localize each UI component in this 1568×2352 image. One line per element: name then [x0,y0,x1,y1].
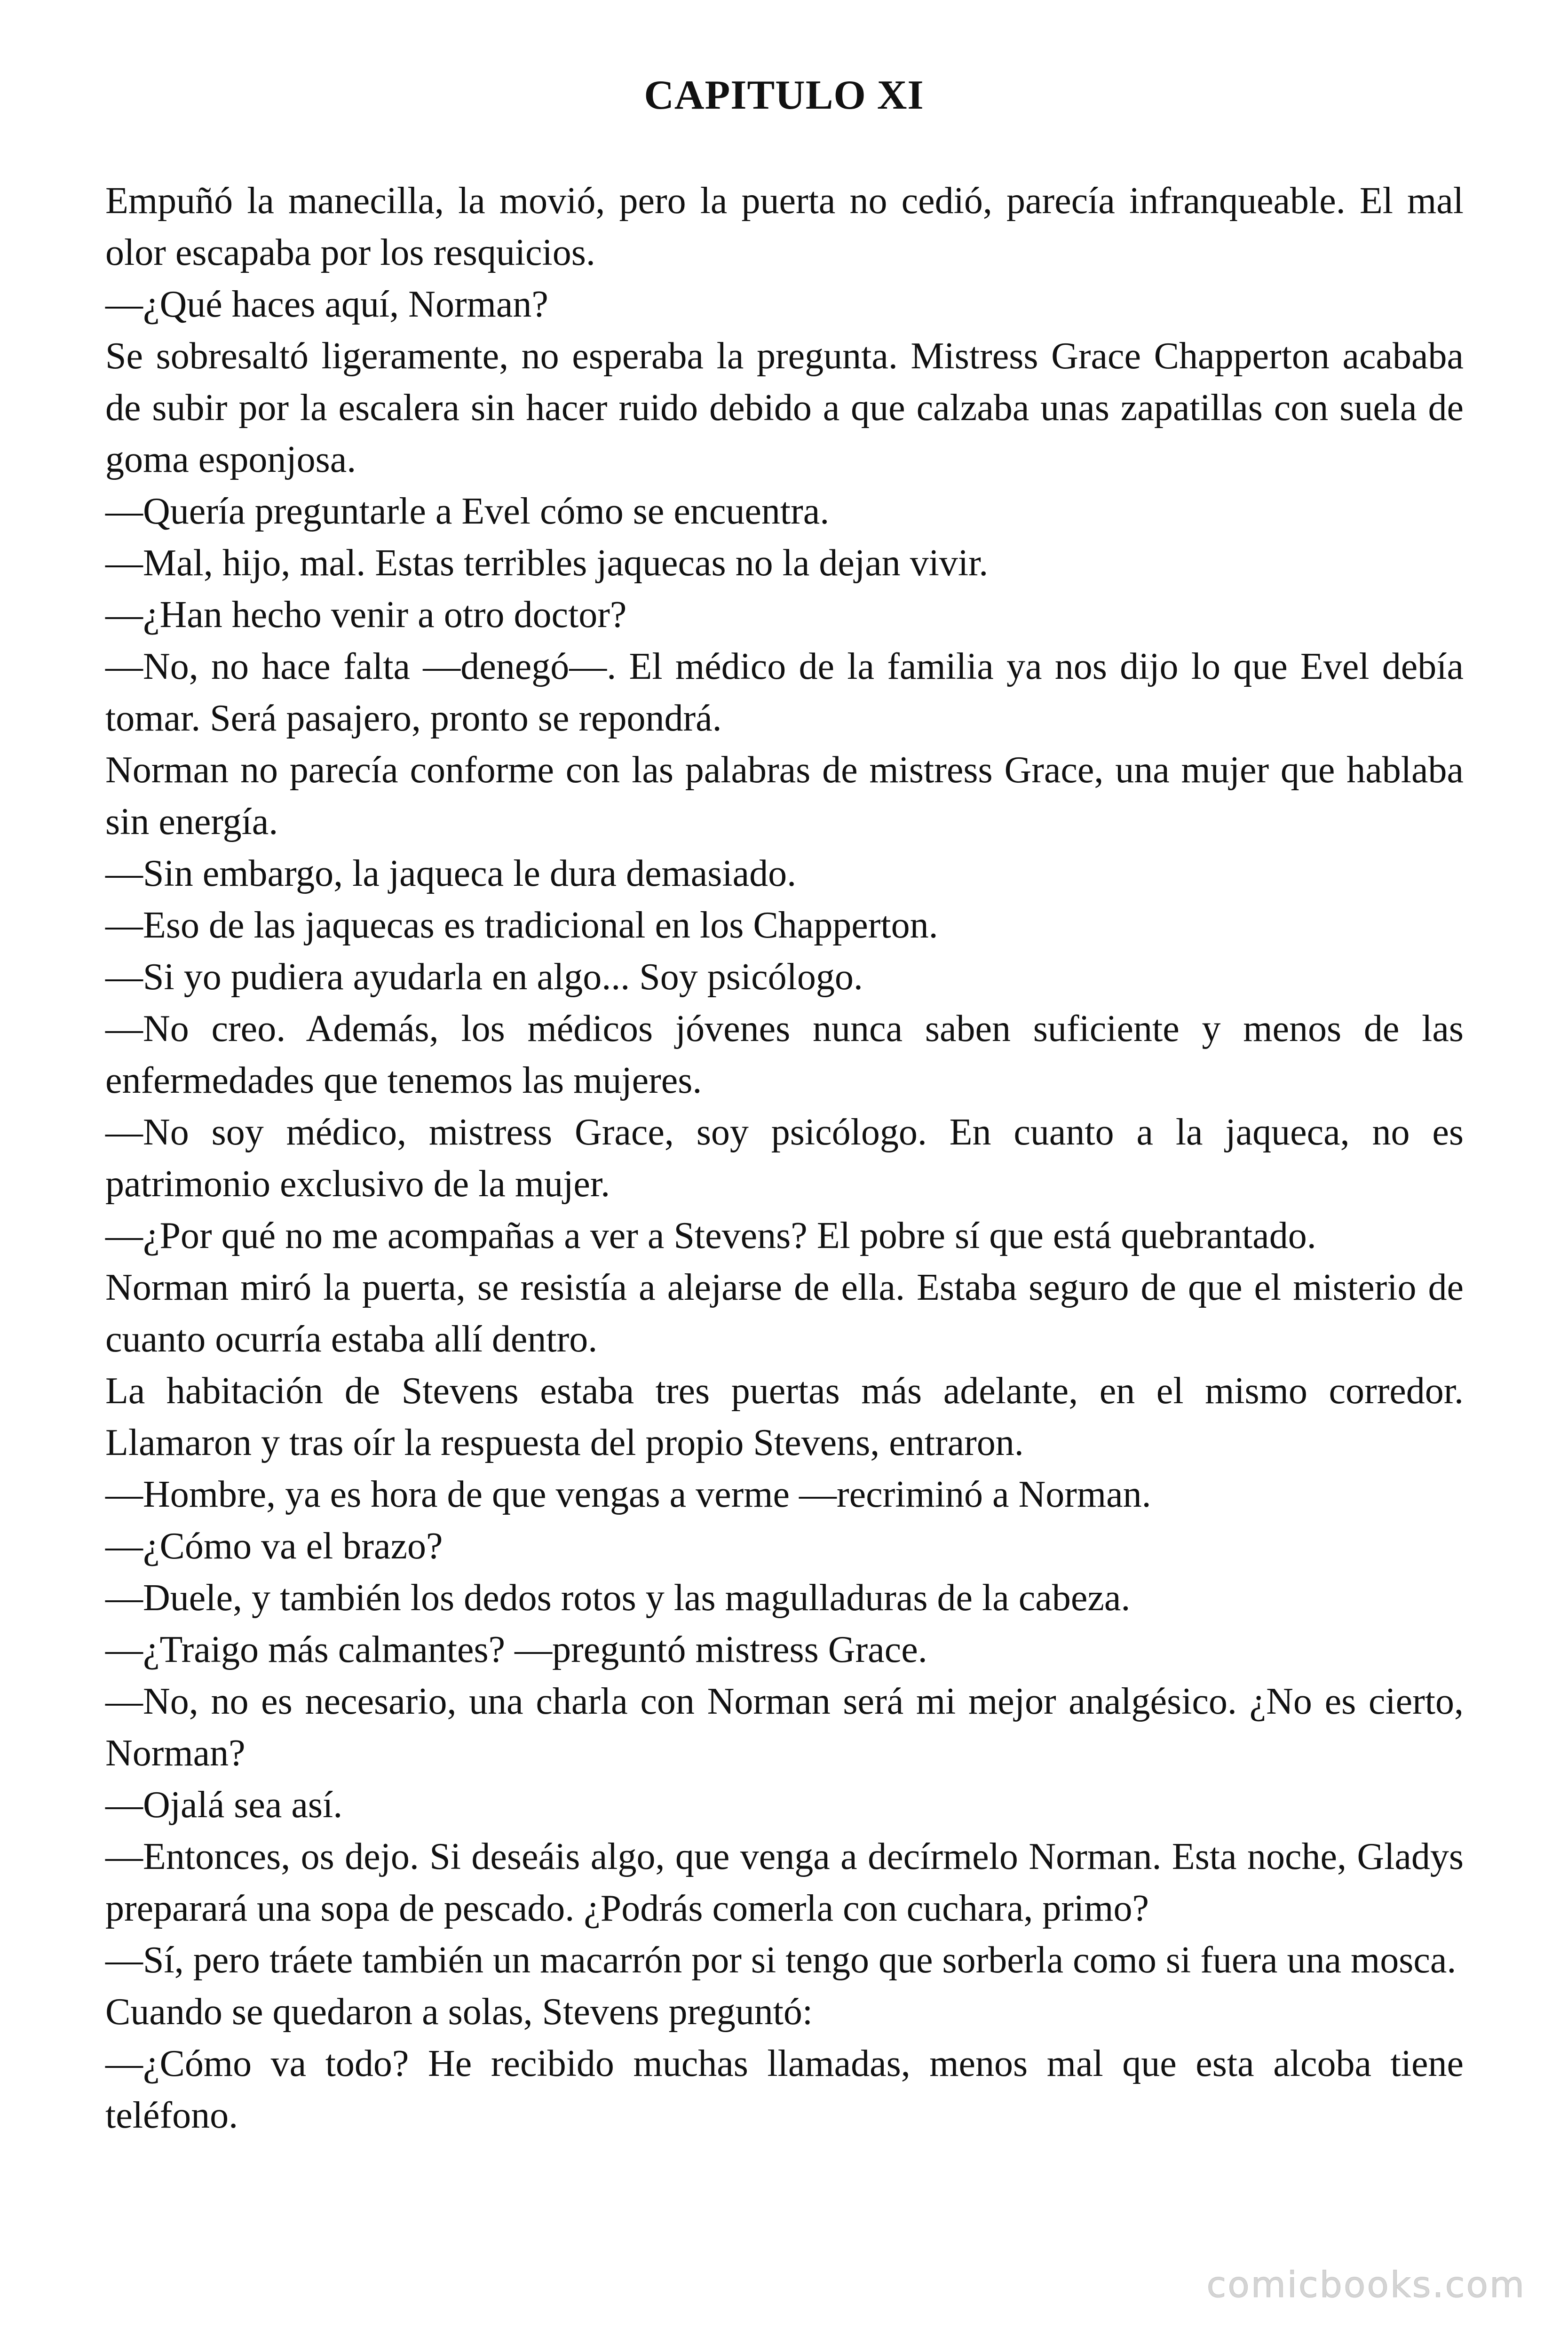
paragraph: —No creo. Además, los médicos jóvenes nunca saben suficiente y menos de las enfermedades que tenemos las mujeres. [105,1008,1464,1101]
paragraph: —No soy médico, mistress Grace, soy psicólogo. En cuanto a la jaqueca, no es patrimonio exclusivo de la mujer. [105,1112,1464,1205]
paragraph: Norman no parecía conforme con las palabras de mistress Grace, una mujer que hablaba sin energía. [105,749,1464,842]
paragraph: —¿Cómo va todo? He recibido muchas llamadas, menos mal que esta alcoba tiene teléfono. [105,2043,1464,2136]
paragraph: —Entonces, os dejo. Si deseáis algo, que venga a decírmelo Norman. Esta noche, Gladys preparará una sopa de pescado. ¿Podrás comerla con cuchara, primo? [105,1836,1464,1929]
watermark: comicbooks.com [1206,2264,1526,2305]
paragraph: —Mal, hijo, mal. Estas terribles jaquecas no la dejan vivir. [105,542,989,584]
paragraph: —Eso de las jaquecas es tradicional en los Chapperton. [105,905,938,946]
paragraph: —¿Han hecho venir a otro doctor? [105,594,627,636]
paragraph: —Hombre, ya es hora de que vengas a verme —recriminó a Norman. [105,1474,1151,1515]
paragraph: —No, no hace falta —denegó—. El médico de la familia ya nos dijo lo que Evel debía tomar. Será pasajero, pronto se repondrá. [105,646,1464,739]
paragraph: —¿Traigo más calmantes? —preguntó mistress Grace. [105,1629,927,1670]
paragraph: Cuando se quedaron a solas, Stevens preguntó: [105,1991,813,2033]
paragraph: —Sin embargo, la jaqueca le dura demasiado. [105,853,797,894]
paragraph: —No, no es necesario, una charla con Norman será mi mejor analgésico. ¿No es cierto, Norman? [105,1681,1464,1774]
paragraph: —Duele, y también los dedos rotos y las magulladuras de la cabeza. [105,1577,1131,1619]
paragraph: —¿Por qué no me acompañas a ver a Stevens? El pobre sí que está quebrantado. [105,1215,1316,1256]
paragraph: —Si yo pudiera ayudarla en algo... Soy psicólogo. [105,956,863,998]
paragraph: —Quería preguntarle a Evel cómo se encuentra. [105,491,830,532]
paragraph: Se sobresaltó ligeramente, no esperaba la pregunta. Mistress Grace Chapperton acababa de subir por la escalera sin hacer ruido debido a que calzaba unas zapatillas con suela de goma esponjosa. [105,335,1464,480]
paragraph: —¿Qué haces aquí, Norman? [105,284,548,325]
paragraph: Norman miró la puerta, se resistía a alejarse de ella. Estaba seguro de que el misterio de cuanto ocurría estaba allí dentro. [105,1267,1464,1360]
paragraph: —Sí, pero tráete también un macarrón por si tengo que sorberla como si fuera una mosca. [105,1939,1457,1981]
paragraph: La habitación de Stevens estaba tres puertas más adelante, en el mismo corredor. Llamaron y tras oír la respuesta del propio Stevens, entraron. [105,1370,1464,1463]
chapter-body [105,175,1464,2141]
paragraph: —¿Cómo va el brazo? [105,1526,443,1567]
paragraph: —Ojalá sea así. [105,1784,343,1826]
chapter-title: CAPITULO XI [644,72,924,118]
paragraph: Empuñó la manecilla, la movió, pero la puerta no cedió, parecía infranqueable. El mal olor escapaba por los resquicios. [105,180,1464,273]
